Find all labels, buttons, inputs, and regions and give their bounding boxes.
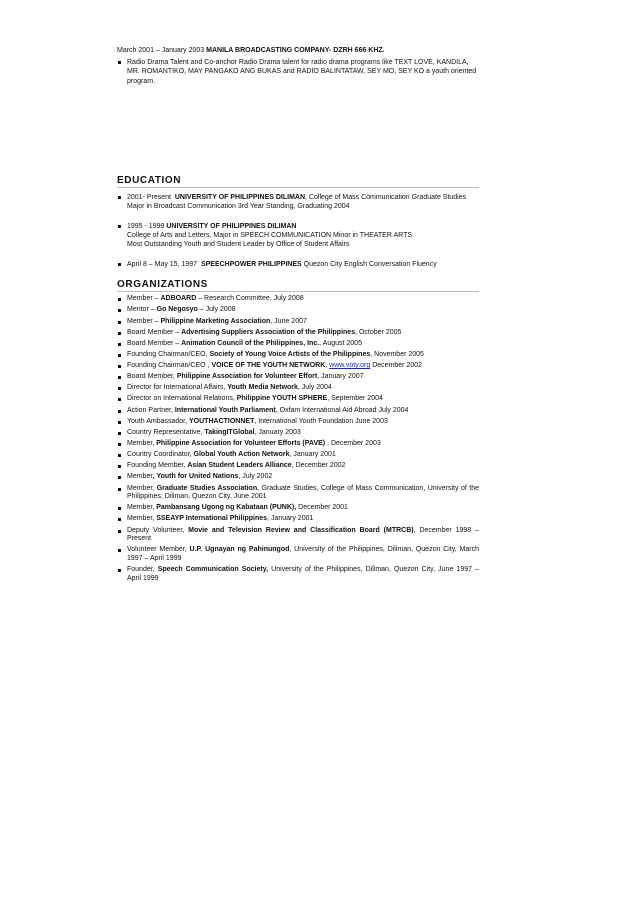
education-title: EDUCATION xyxy=(117,175,479,188)
org-role: Board Member, xyxy=(127,373,177,381)
org-role: Founding Chairman/CEO , xyxy=(127,362,212,370)
organization-item xyxy=(117,473,479,482)
education-entry xyxy=(117,222,479,249)
resume-page xyxy=(117,46,479,586)
edu-school: UNIVERSITY OF PHILIPPINES DILIMAN xyxy=(166,223,297,231)
organization-item xyxy=(117,362,479,371)
edu-line2: Major in Broadcast Communication 3rd Year Standing, Graduating 2004 xyxy=(127,203,350,211)
org-role: Board Member – xyxy=(127,328,182,336)
org-detail: , December 2002 xyxy=(291,462,346,470)
org-name: Society of Young Voice Artists of the Philippines xyxy=(209,350,371,358)
org-role: Member, xyxy=(127,484,157,492)
org-detail: , January 2001 xyxy=(267,515,314,523)
org-role: Member, xyxy=(127,440,157,448)
org-role: Member xyxy=(127,473,153,481)
org-date: December 2002 xyxy=(370,362,423,370)
org-role: Member – xyxy=(127,295,161,303)
org-name: Global Youth Action Network xyxy=(193,451,290,459)
organization-item xyxy=(117,515,479,524)
org-role: Founding Member, xyxy=(127,462,188,470)
organization-item xyxy=(117,440,479,449)
organizations-list xyxy=(117,295,479,583)
org-detail: University of the Philippines, Diliman, Quezon City, June 1997 – April 1999 xyxy=(127,566,479,582)
work-bullet: Radio Drama Talent and Co-anchor Radio Drama talent for radio drama programs like TEXT LOVE, KANDILA, MR. ROMANTIKO, MAY PANGAKO ANG BUKAS and RADIO BALINTATAW. SEY MO, SEY KO a youth oriented program. xyxy=(117,58,479,86)
org-detail: , Oxfam International Aid Abroad July 2004 xyxy=(275,406,409,414)
organization-item xyxy=(117,485,479,502)
org-name: SSEAYP International Philippines xyxy=(156,515,268,523)
org-detail: , July 2004 xyxy=(297,384,332,392)
org-name: TakingITGlobal xyxy=(204,428,255,436)
org-role: Member – xyxy=(127,317,161,325)
org-role: Founding Chairman/CEO, xyxy=(127,350,210,358)
org-name: Philippine Marketing Association xyxy=(160,317,271,325)
org-detail: , October 2005 xyxy=(355,328,402,336)
org-role: Deputy Volunteer, xyxy=(127,526,189,534)
organization-item xyxy=(117,407,479,416)
organization-item xyxy=(117,566,479,583)
org-website-link[interactable]: www.voty.org xyxy=(329,362,371,370)
org-detail: , University of the Philippines, Diliman, Quezon City, March 1997 – April 1999 xyxy=(127,546,480,562)
organization-item xyxy=(117,318,479,327)
edu-school: SPEECHPOWER PHILIPPINES xyxy=(200,261,302,269)
org-detail: , December 2003 xyxy=(325,440,381,448)
education-entry xyxy=(117,193,479,211)
org-name: Youth Media Network xyxy=(227,384,298,392)
org-role: Director for International Affairs, xyxy=(127,384,228,392)
org-name: International Youth Parliament xyxy=(174,406,276,414)
org-role: Director on International Relations, xyxy=(127,395,237,403)
org-detail: – Research Committee, July 2008 xyxy=(196,295,304,303)
work-bullets xyxy=(117,58,479,86)
org-detail: , January 2003 xyxy=(254,428,301,436)
org-name: Advertising Suppliers Association of the Philippines xyxy=(181,328,356,336)
org-detail: , June 2007 xyxy=(270,317,307,325)
edu-line2: College of Arts and Letters, Major in SPEECH COMMUNICATION Minor in THEATER ARTS xyxy=(127,232,413,240)
org-role: Country Representative, xyxy=(127,428,205,436)
org-name: Philippine Association for Volunteer Effort xyxy=(176,373,318,381)
edu-detail: Quezon City English Conversation Fluency xyxy=(301,261,437,269)
org-name: Asian Student Leaders Alliance xyxy=(187,462,292,470)
org-role: Mentor – xyxy=(127,306,157,314)
org-detail: , December 1998 – Present xyxy=(127,526,479,543)
edu-period: 2001- Present xyxy=(127,194,171,202)
org-detail: , August 2005 xyxy=(319,339,362,347)
org-name: YOUTHACTIONNET xyxy=(189,417,255,425)
org-name: Graduate Studies Association xyxy=(156,484,258,492)
org-name: VOICE OF THE YOUTH NETWORK xyxy=(211,362,326,370)
organization-item xyxy=(117,462,479,471)
org-detail: , July 2002 xyxy=(238,473,273,481)
organization-item xyxy=(117,418,479,427)
org-role: Member, xyxy=(127,504,157,512)
organization-item xyxy=(117,527,479,544)
organizations-title: ORGANIZATIONS xyxy=(117,279,479,292)
org-detail: , November 2005 xyxy=(370,350,424,358)
org-role: Volunteer Member, xyxy=(127,546,190,554)
edu-line3: Most Outstanding Youth and Student Leader by Office of Student Affairs xyxy=(127,241,350,249)
org-name: Go Negosyo xyxy=(156,306,198,314)
org-detail: , January 2007 xyxy=(317,373,364,381)
edu-period: April 8 – May 15, 1997 xyxy=(127,261,198,269)
org-detail: , Graduate Studies, College of Mass Communication, University of the Philippines, Diliman, Quezon City, June 2001 xyxy=(127,484,479,501)
organization-item xyxy=(117,429,479,438)
organization-item xyxy=(117,329,479,338)
education-entry xyxy=(117,260,479,269)
org-name: Speech Communication Society, xyxy=(157,566,269,574)
organization-item xyxy=(117,504,479,513)
org-role: Country Coordinator, xyxy=(127,451,194,459)
org-name: ADBOARD xyxy=(160,295,197,303)
organization-item xyxy=(117,395,479,404)
edu-detail: , College of Mass Communication Graduate Studies xyxy=(305,194,467,202)
org-name: U.P. Ugnayan ng Pahinungod xyxy=(189,546,290,554)
org-detail: – July 2008 xyxy=(197,306,236,314)
organization-item xyxy=(117,384,479,393)
org-detail: December 2001 xyxy=(296,504,348,512)
org-name: Philippine Association for Volunteer Efforts (PAVE) xyxy=(156,440,326,448)
org-role: Action Partner, xyxy=(127,406,175,414)
org-name: Animation Council of the Philippines, Inc. xyxy=(181,339,320,347)
org-detail: , September 2004 xyxy=(327,395,383,403)
edu-period: 1995 - 1999 xyxy=(127,223,165,231)
org-detail: , January 2001 xyxy=(289,451,336,459)
org-role: Board Member – xyxy=(127,339,182,347)
org-name: , Youth for United Nations xyxy=(152,473,239,481)
org-role: Founder, xyxy=(127,566,158,574)
organization-item xyxy=(117,546,479,563)
org-role: Member, xyxy=(127,515,157,523)
org-name: Movie and Television Review and Classification Board (MTRCB) xyxy=(188,526,414,534)
organization-item xyxy=(117,295,479,304)
org-name: Pambansang Ugong ng Kabataan (PUNK), xyxy=(156,504,297,512)
organization-item xyxy=(117,340,479,349)
work-heading xyxy=(117,46,479,55)
work-company: MANILA BROADCASTING COMPANY- DZRH 666 KHZ. xyxy=(206,47,385,54)
organization-item xyxy=(117,351,479,360)
edu-school: UNIVERSITY OF PHILIPPINES DILIMAN xyxy=(174,194,306,202)
org-role: Youth Ambassador, xyxy=(127,417,190,425)
org-detail: , International Youth Foundation June 2003 xyxy=(254,417,388,425)
education-list xyxy=(117,193,479,269)
org-detail: , xyxy=(325,362,330,370)
organization-item xyxy=(117,451,479,460)
organization-item xyxy=(117,373,479,382)
org-name: Philippine YOUTH SPHERE xyxy=(236,395,328,403)
organization-item xyxy=(117,306,479,315)
work-period: March 2001 – January 2003 xyxy=(117,47,205,54)
